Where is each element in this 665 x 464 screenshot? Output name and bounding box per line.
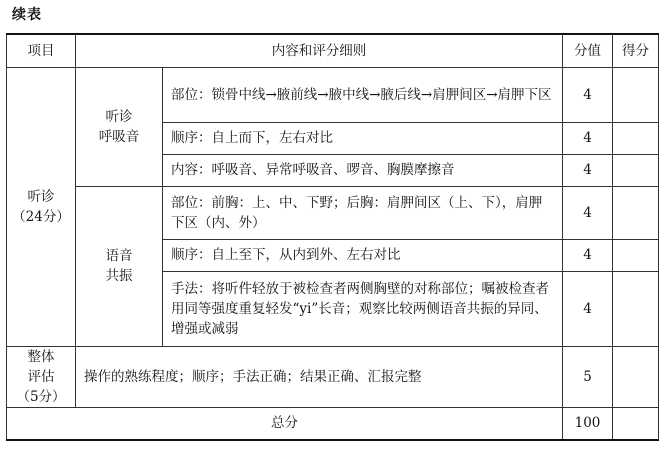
table-row [7,67,659,122]
criteria-text: 部位：前胸：上、中、下野；后胸：肩胛间区（上、下），肩胛下区（内、外） [163,186,563,239]
total-row [7,407,659,440]
header-item: 项目 [7,34,76,67]
points-value: 4 [563,239,613,271]
criteria-text: 部位：锁骨中线→腋前线→腋中线→腋后线→肩胛间区→肩胛下区 [163,67,563,122]
score-cell[interactable] [613,67,659,122]
score-cell[interactable] [613,346,659,407]
table-row [7,186,659,239]
table-row [7,346,659,407]
score-cell[interactable] [613,271,659,346]
total-label: 总分 [7,407,563,440]
header-row [7,34,659,67]
criteria-text: 顺序：自上至下，从内到外、左右对比 [163,239,563,271]
criteria-text: 内容：呼吸音、异常呼吸音、啰音、胸膜摩擦音 [163,154,563,186]
total-score-cell[interactable] [613,407,659,440]
score-cell[interactable] [613,154,659,186]
points-value: 5 [563,346,613,407]
score-cell[interactable] [613,122,659,154]
header-points: 分值 [563,34,613,67]
points-value: 4 [563,271,613,346]
overall-category: 整体 评估 （5分） [7,346,76,407]
header-content: 内容和评分细则 [76,34,563,67]
criteria-text: 操作的熟练程度；顺序；手法正确；结果正确、汇报完整 [76,346,563,407]
header-score: 得分 [613,34,659,67]
criteria-text: 手法：将听件轻放于被检查者两侧胸壁的对称部位；嘱被检查者用同等强度重复轻发“yi”长音；观察比较两侧语音共振的异同、增强或减弱 [163,271,563,346]
score-cell[interactable] [613,186,659,239]
auscultation-category: 听诊 （24分） [7,67,76,346]
table-caption: 续表 [12,7,42,23]
points-value: 4 [563,122,613,154]
total-points: 100 [563,407,613,440]
points-value: 4 [563,186,613,239]
score-cell[interactable] [613,239,659,271]
criteria-text: 顺序：自上而下，左右对比 [163,122,563,154]
breath-sound-subcategory: 听诊 呼吸音 [76,67,163,186]
points-value: 4 [563,154,613,186]
vocal-resonance-subcategory: 语音 共振 [76,186,163,346]
points-value: 4 [563,67,613,122]
scoring-table [6,33,659,441]
